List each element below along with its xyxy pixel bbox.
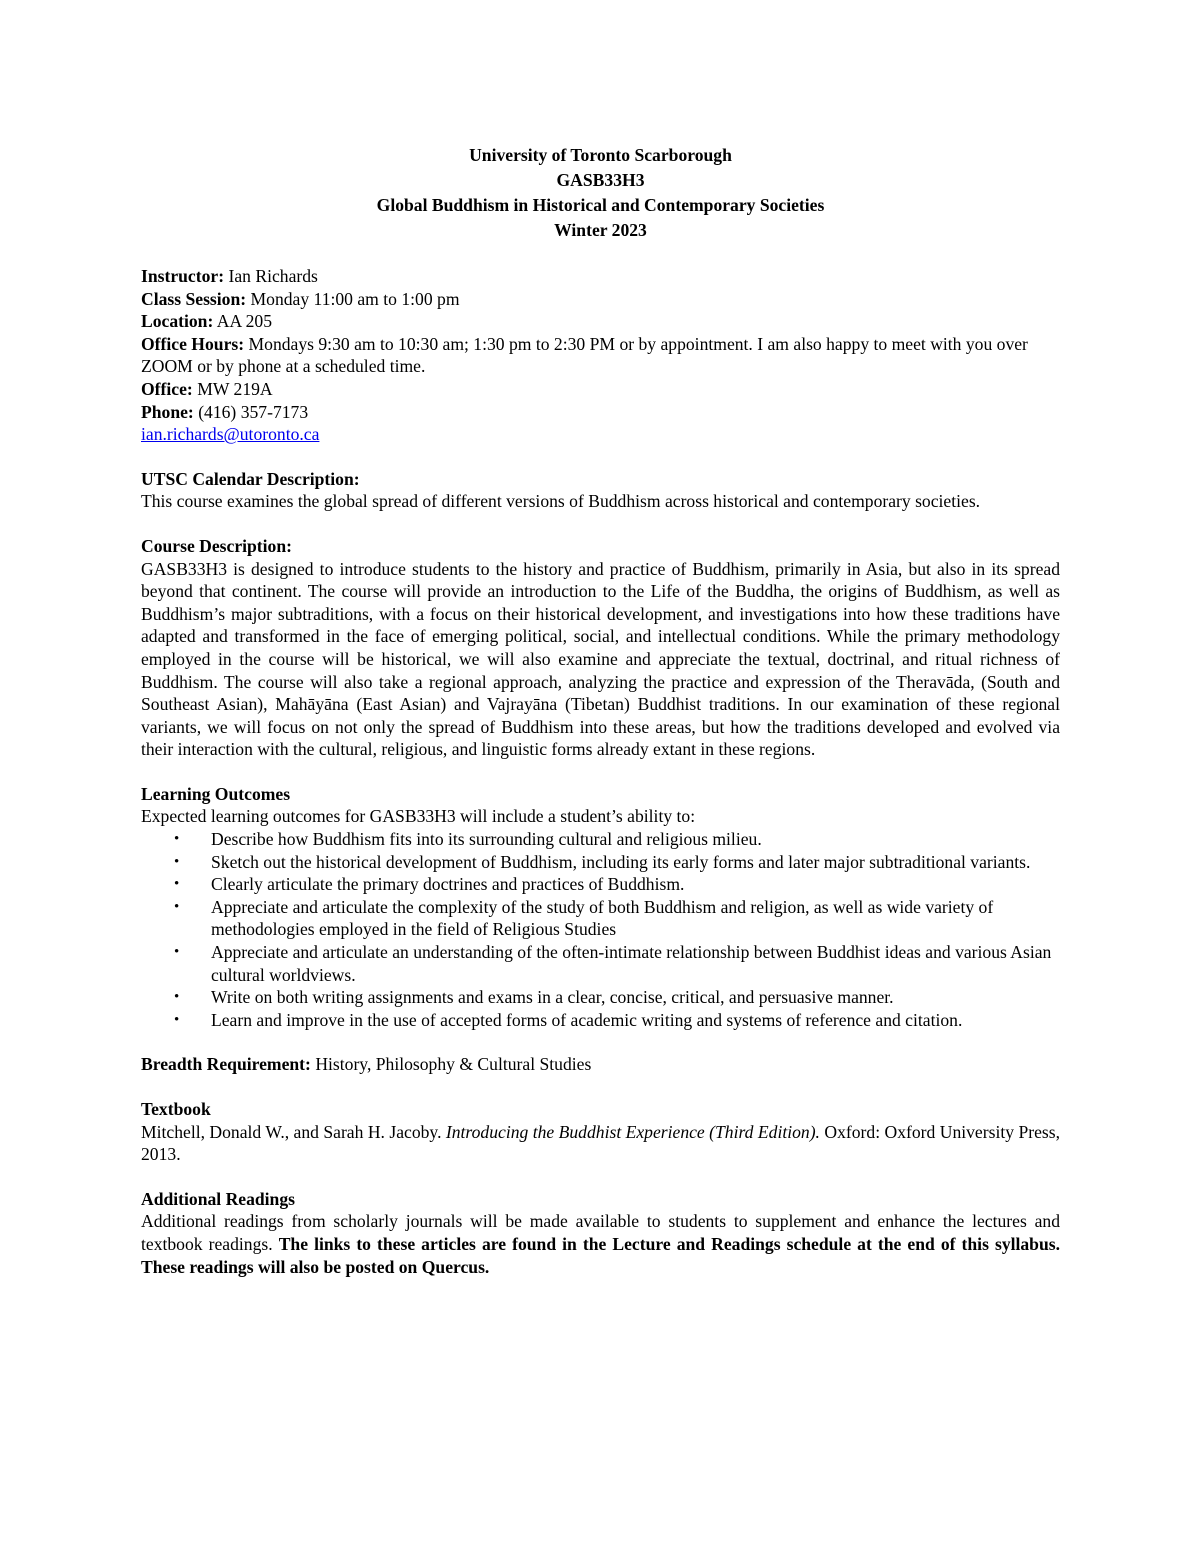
bullet-icon: • <box>174 853 180 870</box>
additional-readings-note: The links to these articles are found in the Lecture and Readings schedule at the end of this syllabus. These readings will also be posted on Quercus. <box>141 1233 1060 1277</box>
calendar-description <box>141 468 1060 513</box>
email-link[interactable]: ian.richards@utoronto.ca <box>141 424 320 445</box>
office-value: MW 219A <box>197 378 273 399</box>
document-header <box>141 143 1060 243</box>
session-value: Monday 11:00 am to 1:00 pm <box>250 288 460 309</box>
textbook-authors: Mitchell, Donald W., and Sarah H. Jacoby. <box>141 1121 442 1142</box>
course-description-text: GASB33H3 is designed to introduce students to the history and practice of Buddhism, primarily in Asia, but also in its spread beyond that continent. The course will provide an introduction to the Life of the Buddha, the origins of Buddhism, as well as Buddhism’s major subtraditions, with a focus on their historical development, and investigations into how these traditions have adapted and transformed in the face of emerging political, social, and intellectual conditions. While the primary methodology employed in the course will be historical, we will also examine and appreciate the textual, doctrinal, and ritual richness of Buddhism. The course will also take a regional approach, analyzing the practice and expression of the Theravāda, (South and Southeast Asian), Mahāyāna (East Asian) and Vajrayāna (Tibetan) Buddhist traditions. In our examination of these regional variants, we will focus on not only the spread of Buddhism into these areas, but how the traditions developed and evolved via their interaction with the cultural, religious, and linguistic forms already extant in these regions. <box>141 558 1060 760</box>
additional-readings-text: Additional readings from scholarly journals will be made available to students to supplement and enhance the lectures and textbook readings. <box>141 1211 1060 1254</box>
bullet-icon: • <box>174 831 180 848</box>
office-hours-label: Office Hours: <box>141 333 245 354</box>
textbook-citation <box>141 1121 1060 1166</box>
phone-value: (416) 357-7173 <box>198 401 309 422</box>
additional-readings-heading: Additional Readings <box>141 1188 295 1209</box>
list-item <box>174 873 1060 896</box>
outcome-text: Appreciate and articulate an understanding of the often-intimate relationship between Buddhist ideas and various Asian cultural worldviews. <box>211 942 1052 985</box>
course-description <box>141 535 1060 761</box>
session-line <box>141 288 1060 311</box>
bullet-icon: • <box>174 944 180 961</box>
outcome-text: Learn and improve in the use of accepted forms of academic writing and systems of reference and citation. <box>211 1009 963 1030</box>
list-item <box>174 986 1060 1009</box>
bullet-icon: • <box>174 876 180 893</box>
bullet-icon: • <box>174 989 180 1006</box>
outcomes-list <box>141 828 1060 1031</box>
bullet-icon: • <box>174 898 180 915</box>
calendar-text: This course examines the global spread of different versions of Buddhism across historical and contemporary societies. <box>141 491 981 512</box>
bullet-icon: • <box>174 1011 180 1028</box>
textbook-heading: Textbook <box>141 1099 211 1119</box>
breadth-label: Breadth Requirement: <box>141 1054 311 1075</box>
list-item <box>174 941 1060 986</box>
outcome-text: Appreciate and articulate the complexity of the study of both Buddhism and religion, as well as wide variety of methodologies employed in the field of Religious Studies <box>211 896 994 940</box>
office-hours-value: Mondays 9:30 am to 10:30 am; 1:30 pm to 2:30 PM or by appointment. I am also happy to meet with you over ZOOM or by phone at a scheduled time. <box>141 333 1028 377</box>
list-item <box>174 1009 1060 1032</box>
session-label: Class Session: <box>141 288 247 309</box>
outcome-text: Describe how Buddhism fits into its surrounding cultural and religious milieu. <box>211 829 762 850</box>
learning-outcomes-heading: Learning Outcomes <box>141 783 291 804</box>
phone-line <box>141 401 1060 424</box>
office-line <box>141 378 1060 401</box>
course-term: Winter 2023 <box>554 220 647 240</box>
list-item <box>174 896 1060 941</box>
course-code: GASB33H3 <box>556 170 645 190</box>
instructor-value: Ian Richards <box>228 266 318 286</box>
outcome-text: Clearly articulate the primary doctrines and practices of Buddhism. <box>211 874 685 895</box>
course-description-heading: Course Description: <box>141 535 292 556</box>
instructor-line <box>141 265 1060 288</box>
textbook-title: Introducing the Buddhist Experience (Third Edition). <box>445 1121 820 1142</box>
learning-outcomes-intro: Expected learning outcomes for GASB33H3 will include a student’s ability to: <box>141 806 696 827</box>
additional-readings-body <box>141 1210 1060 1278</box>
textbook-publisher: Oxford: Oxford University Press, 2013. <box>141 1121 1060 1165</box>
instructor-label: Instructor: <box>141 266 225 286</box>
breadth-value: History, Philosophy & Cultural Studies <box>315 1054 592 1075</box>
phone-label: Phone: <box>141 401 194 422</box>
outcome-text: Sketch out the historical development of Buddhism, including its early forms and later major subtraditional variants. <box>211 851 1031 872</box>
course-info <box>141 265 1060 446</box>
office-hours-line <box>141 333 1060 378</box>
textbook <box>141 1098 1060 1166</box>
list-item <box>174 851 1060 874</box>
office-label: Office: <box>141 378 193 399</box>
email-line <box>141 423 1060 446</box>
breadth-requirement <box>141 1053 1060 1076</box>
location-value: AA 205 <box>216 311 272 332</box>
university-name: University of Toronto Scarborough <box>469 145 732 165</box>
location-label: Location: <box>141 311 214 332</box>
calendar-heading: UTSC Calendar Description: <box>141 468 360 489</box>
learning-outcomes <box>141 783 1060 1032</box>
additional-readings <box>141 1188 1060 1278</box>
course-title: Global Buddhism in Historical and Contemporary Societies <box>376 195 825 215</box>
location-line <box>141 310 1060 333</box>
list-item <box>174 828 1060 851</box>
outcome-text: Write on both writing assignments and exams in a clear, concise, critical, and persuasive manner. <box>211 987 894 1008</box>
